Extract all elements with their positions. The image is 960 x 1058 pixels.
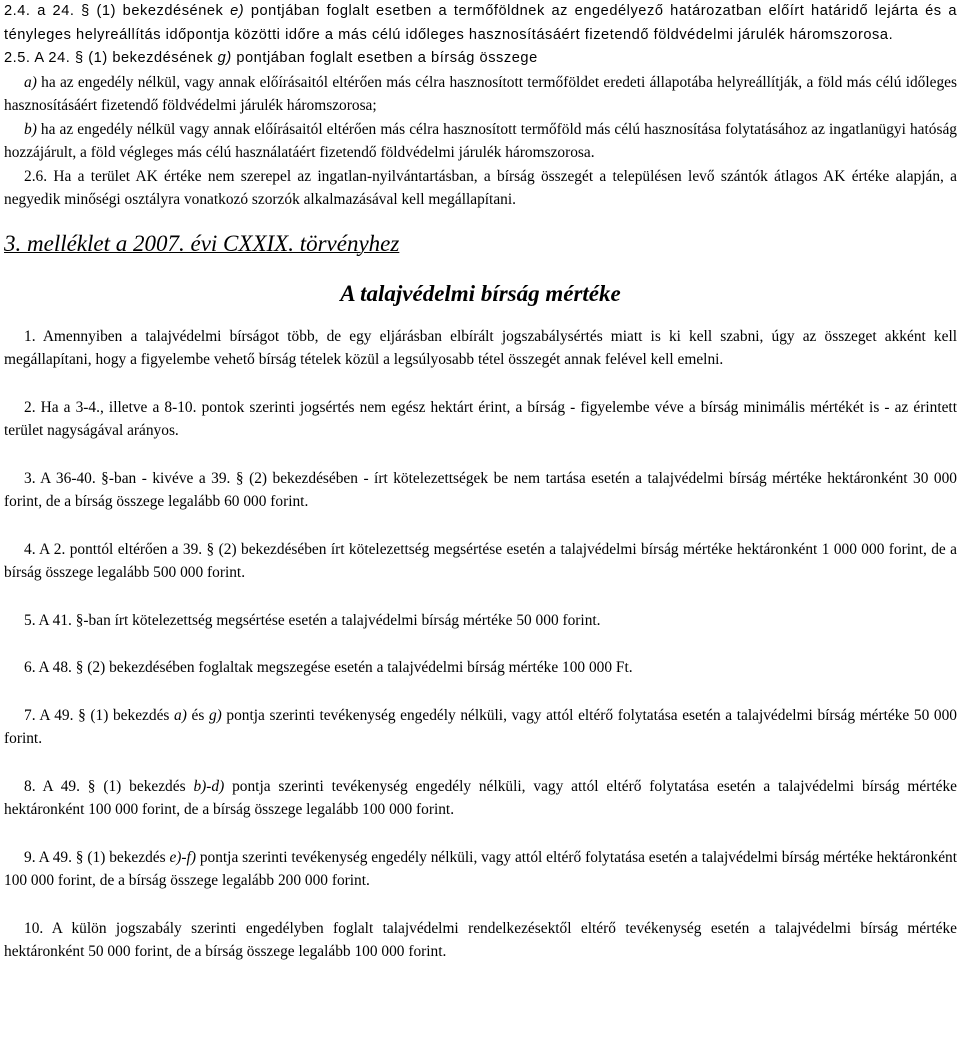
text: pontjában foglalt esetben a bírság összege (231, 50, 538, 66)
text: 2.5. A 24. § (1) bekezdésének (4, 50, 218, 66)
text: ha az engedély nélkül, vagy annak előírásaitól eltérően más célra hasznosított termőföldet eredeti állapotába helyreállítják, a föld más célú időleges hasznosításáért fizetendő földvédelmi járulék háromszorosa; (4, 73, 957, 114)
item-6: 6. A 48. § (2) bekezdésében foglaltak megszegése esetén a talajvédelmi bírság mértéke 100 000 Ft. (24, 659, 633, 676)
text: 7. A 49. § (1) bekezdés (24, 706, 175, 724)
text: és (186, 706, 209, 724)
text-italic: g) (217, 50, 232, 66)
text-italic: a) (174, 706, 187, 724)
text: pontjában foglalt esetben a termőföldnek az engedélyező határozatban előírt határidő lejárta és a tényleges helyreállítás időpontja közötti időre a más célú időleges hasznosításáért fizetendő földvédelmi járulék háromszorosa. (4, 3, 957, 43)
item-2: 2. Ha a 3-4., illetve a 8-10. pontok szerinti jogsértés nem egész hektárt érint, a bírság - figyelembe véve a bírság minimális mértékét is - az érintett terület nagyságával arányos. (4, 398, 957, 439)
text-italic: g) (208, 706, 222, 724)
item-8 (4, 775, 957, 822)
item-9 (4, 846, 957, 893)
item-4: 4. A 2. ponttól eltérően a 39. § (2) bekezdésében írt kötelezettség megsértése esetén a talajvédelmi bírság mértéke hektáronként 1 000 000 forint, de a bírság összege legalább 500 000 forint. (4, 540, 957, 581)
text-italic: a) (24, 73, 37, 91)
text: pontja szerinti tevékenység engedély nélküli, vagy attól eltérő folytatása esetén a talajvédelmi bírság mértéke hektáronként 100 000 forint, de a bírság összege legalább 100 000 forint. (4, 777, 957, 818)
item-7 (4, 704, 957, 751)
text: 8. A 49. § (1) bekezdés (24, 777, 194, 795)
text-italic: e)-f) (169, 848, 196, 866)
text: ha az engedély nélkül vagy annak előírásaitól eltérően más célra hasznosított termőföld más célú hasznosítása folytatásához az ingatlanügyi hatóság hozzájárult, a föld végleges más célú használatáért fizetendő földvédelmi járulék háromszorosa. (4, 120, 957, 161)
section-title: 3. melléklet a 2007. évi CXXIX. törvényhez (4, 230, 400, 256)
paragraph-2-5-a (4, 71, 957, 118)
text: 9. A 49. § (1) bekezdés (24, 848, 170, 866)
text-italic: e) (230, 3, 245, 19)
text: pontja szerinti tevékenység engedély nélküli, vagy attól eltérő folytatása esetén a talajvédelmi bírság mértéke 50 000 forint. (4, 706, 957, 747)
main-title: A talajvédelmi bírság mértéke (340, 280, 621, 306)
item-1: 1. Amennyiben a talajvédelmi bírságot több, de egy eljárásban elbírált jogszabálysértés miatt is ki kell szabni, úgy az összeget akként kell megállapítani, hogy a figyelembe vehető bírság tételek közül a legsúlyosabb tétel összegét annak felével kell emelni. (4, 327, 957, 368)
item-5: 5. A 41. §-ban írt kötelezettség megsértése esetén a talajvédelmi bírság mértéke 50 000 forint. (24, 611, 601, 629)
paragraph-2-5 (4, 47, 957, 71)
text: pontja szerinti tevékenység engedély nélküli, vagy attól eltérő folytatása esetén a talajvédelmi bírság mértéke hektáronként 100 000 forint, de a bírság összege legalább 200 000 forint. (4, 848, 957, 889)
item-3: 3. A 36-40. §-ban - kivéve a 39. § (2) bekezdésében - írt kötelezettségek be nem tartása esetén a talajvédelmi bírság mértéke hektáronként 30 000 forint, de a bírság összege legalább 60 000 forint. (4, 469, 957, 510)
paragraph-2-6: 2.6. Ha a terület AK értéke nem szerepel az ingatlan-nyilvántartásban, a bírság összegét a településen levő szántók átlagos AK értéke alapján, a negyedik minőségi osztályra vonatkozó szorzók alkalmazásával kell megállapítani. (4, 167, 957, 208)
paragraph-2-4 (4, 0, 957, 47)
text-italic: b) (24, 120, 37, 138)
text: 2.4. a 24. § (1) bekezdésének (4, 3, 231, 19)
text-italic: b)-d) (193, 777, 225, 795)
paragraph-2-5-b (4, 118, 957, 165)
item-10: 10. A külön jogszabály szerinti engedélyben foglalt talajvédelmi rendelkezésektől eltérő tevékenység esetén a talajvédelmi bírság mértéke hektáronként 50 000 forint, de a bírság összege legalább 100 000 forint. (4, 919, 957, 960)
